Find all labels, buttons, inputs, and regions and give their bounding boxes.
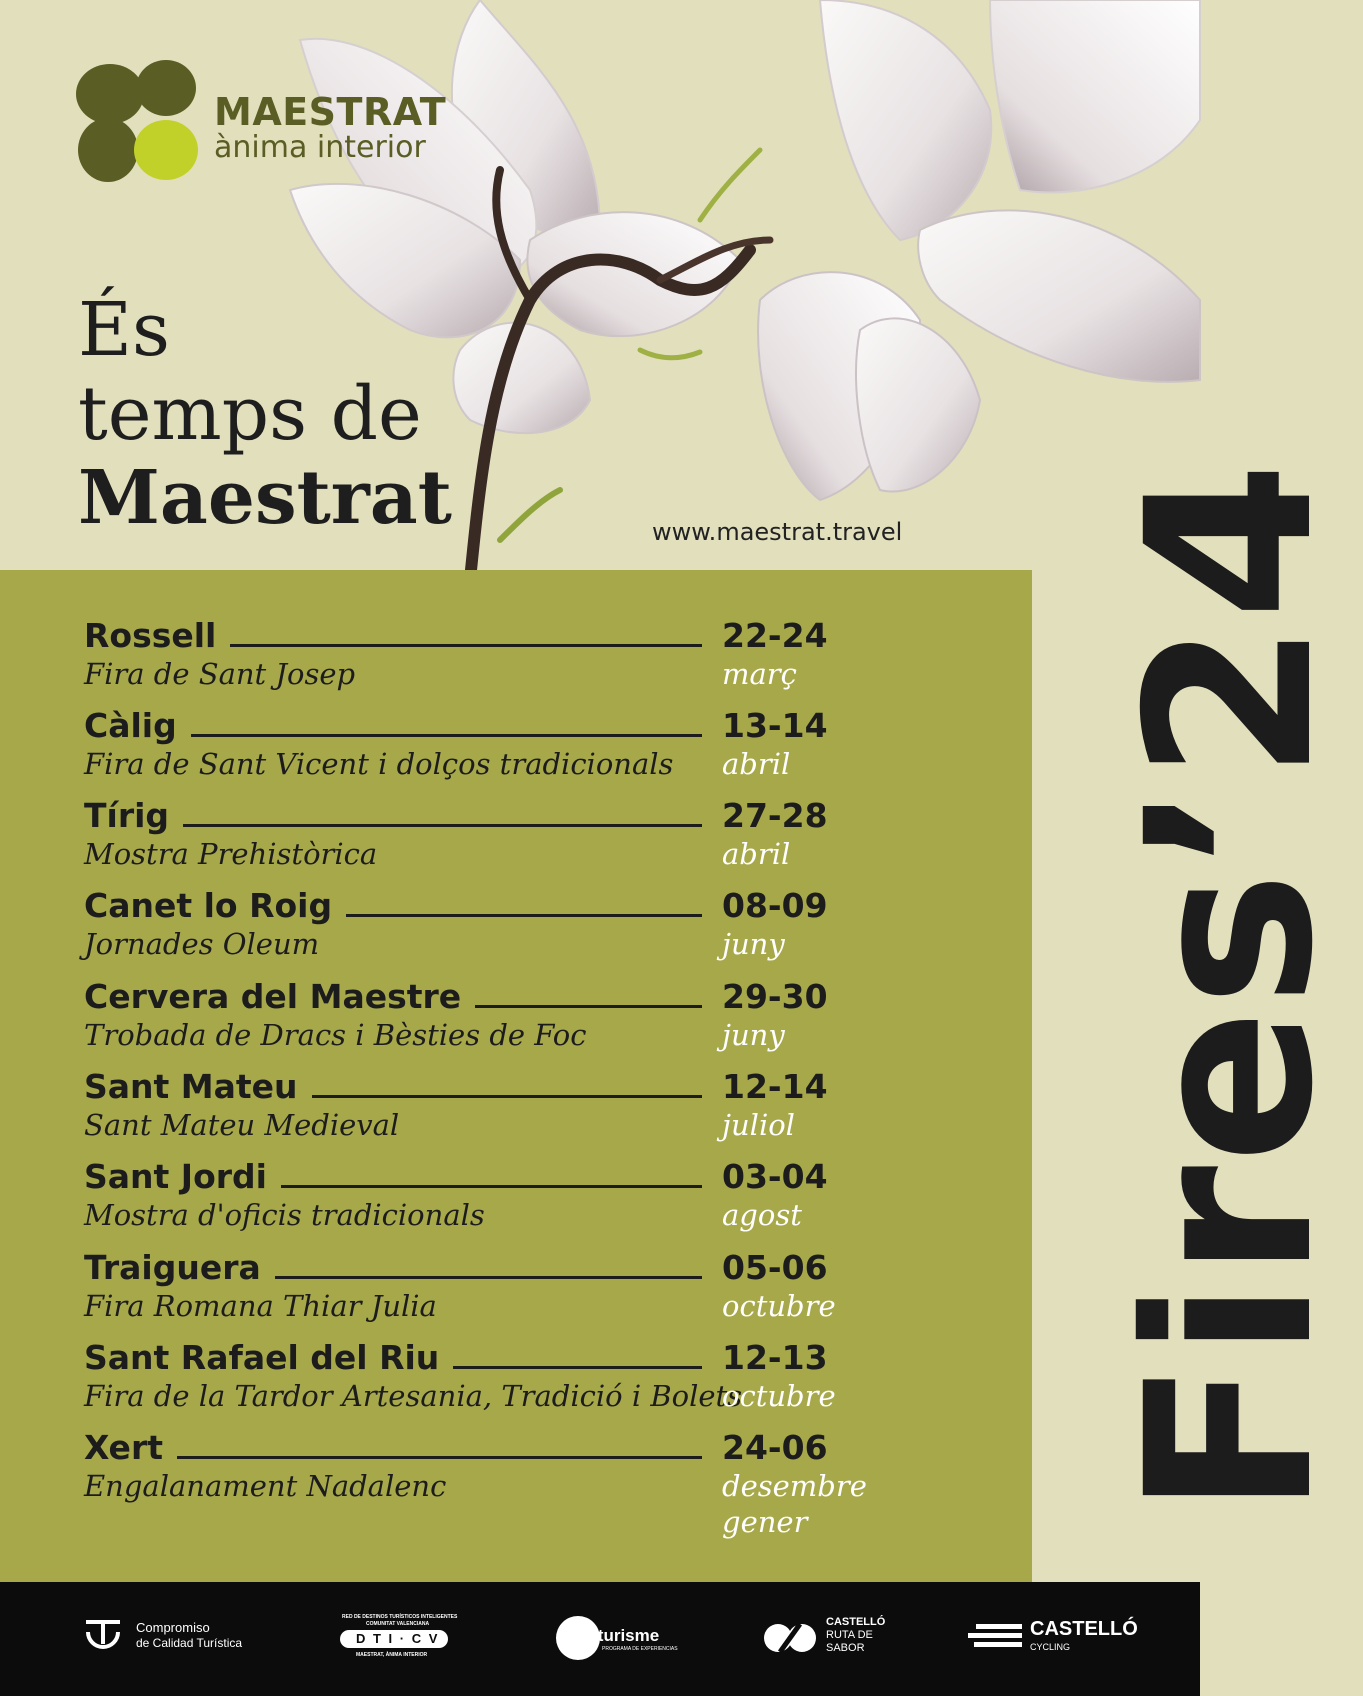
maestrat-logo [74, 58, 474, 188]
event-dates: 24-06 [722, 1428, 828, 1467]
event-month: desembre [722, 1469, 867, 1503]
event-description: Trobada de Dracs i Bèsties de Foc [84, 1018, 587, 1052]
event-month: març [722, 657, 797, 691]
event-description: Fira de la Tardor Artesania, Tradició i Bolets [84, 1379, 743, 1413]
event-dates: 13-14 [722, 706, 828, 745]
sponsor1-line1: Compromiso [136, 1620, 210, 1635]
event-sant-jordi [84, 1157, 854, 1247]
event-description: Jornades Oleum [84, 927, 320, 961]
sponsor3-name: Creaturisme [560, 1626, 660, 1645]
event-description: Fira de Sant Vicent i dolços tradicionals [84, 747, 674, 781]
event-dates: 08-09 [722, 886, 828, 925]
event-dates: 27-28 [722, 796, 828, 835]
event-town: Sant Jordi [84, 1157, 281, 1197]
event-town: Cervera del Maestre [84, 977, 475, 1017]
sponsor4-line3: SABOR [826, 1642, 865, 1654]
headline [78, 288, 452, 540]
ruta-sabor-icon [764, 1618, 816, 1658]
event-xert [84, 1428, 867, 1558]
event-dates: 12-13 [722, 1338, 828, 1377]
event-calig [84, 706, 854, 796]
event-town: Traiguera [84, 1248, 275, 1288]
event-month: juny [722, 1018, 785, 1052]
event-month: juliol [722, 1108, 795, 1142]
headline-line-1: És [78, 287, 170, 373]
event-rossell [84, 616, 854, 706]
sponsor-calidad-turistica [82, 1614, 252, 1664]
sponsor4-line2: RUTA DE [826, 1629, 873, 1641]
logo-name: MAESTRAT [214, 90, 447, 134]
event-traiguera [84, 1248, 854, 1338]
logo-tagline: ànima interior [214, 130, 426, 165]
sponsor2-letters: D T I · C V [356, 1631, 440, 1646]
sponsor3-sub: PROGRAMA DE EXPERIENCIAS [602, 1646, 678, 1652]
sponsor5-line2: CYCLING [1030, 1642, 1071, 1652]
sponsor2-top2: COMUNITAT VALENCIANA [366, 1621, 430, 1627]
headline-line-2: temps de [78, 371, 422, 457]
event-dates: 22-24 [722, 616, 828, 655]
event-dates: 05-06 [722, 1248, 828, 1287]
sponsor2-bottom: MAESTRAT, ÀNIMA INTERIOR [356, 1652, 428, 1658]
event-canet-lo-roig [84, 886, 854, 976]
website-link[interactable]: www.maestrat.travel [652, 518, 903, 546]
event-month-end: gener [722, 1505, 808, 1539]
sponsor1-line2: de Calidad Turística [136, 1636, 243, 1650]
clover-logo-icon [74, 58, 204, 188]
event-description: Mostra Prehistòrica [84, 837, 378, 871]
event-month: agost [722, 1198, 802, 1232]
sponsor4-line1: CASTELLÓ [826, 1616, 886, 1628]
event-month: octubre [722, 1289, 836, 1323]
event-dates: 29-30 [722, 977, 828, 1016]
sponsor-castello-ruta-de-sabor [764, 1614, 894, 1664]
event-dates: 12-14 [722, 1067, 828, 1106]
event-month: abril [722, 837, 791, 871]
event-month: abril [722, 747, 791, 781]
sponsor5-line1: CASTELLÓ [1030, 1618, 1138, 1640]
event-town: Rossell [84, 616, 230, 656]
footer-sponsors [0, 1582, 1200, 1696]
event-month: juny [722, 927, 785, 961]
event-town: Canet lo Roig [84, 886, 346, 926]
event-description: Mostra d'oficis tradicionals [84, 1198, 485, 1232]
event-town: Tírig [84, 796, 183, 836]
event-month: octubre [722, 1379, 836, 1413]
headline-line-3: Maestrat [78, 455, 452, 541]
event-description: Sant Mateu Medieval [84, 1108, 400, 1142]
q-quality-icon [82, 1618, 124, 1658]
event-cervera-del-maestre [84, 977, 854, 1067]
cycling-lines-icon [966, 1622, 1024, 1652]
sponsor-dti-cv [338, 1614, 458, 1664]
sponsor2-top1: RED DE DESTINOS TURÍSTICOS INTELIGENTES [342, 1614, 458, 1620]
event-town: Sant Rafael del Riu [84, 1338, 453, 1378]
event-description: Engalanament Nadalenc [84, 1469, 447, 1503]
vertical-title: Fires’24 [1097, 459, 1363, 1516]
sponsor-creaturisme [556, 1614, 686, 1664]
sponsor-castello-cycling [966, 1614, 1138, 1664]
event-dates: 03-04 [722, 1157, 828, 1196]
event-sant-rafael-del-riu [84, 1338, 854, 1428]
event-sant-mateu [84, 1067, 854, 1157]
event-description: Fira Romana Thiar Julia [84, 1289, 437, 1323]
event-tirig [84, 796, 854, 886]
event-town: Sant Mateu [84, 1067, 312, 1107]
event-town: Xert [84, 1428, 177, 1468]
event-description: Fira de Sant Josep [84, 657, 356, 691]
event-town: Càlig [84, 706, 191, 746]
